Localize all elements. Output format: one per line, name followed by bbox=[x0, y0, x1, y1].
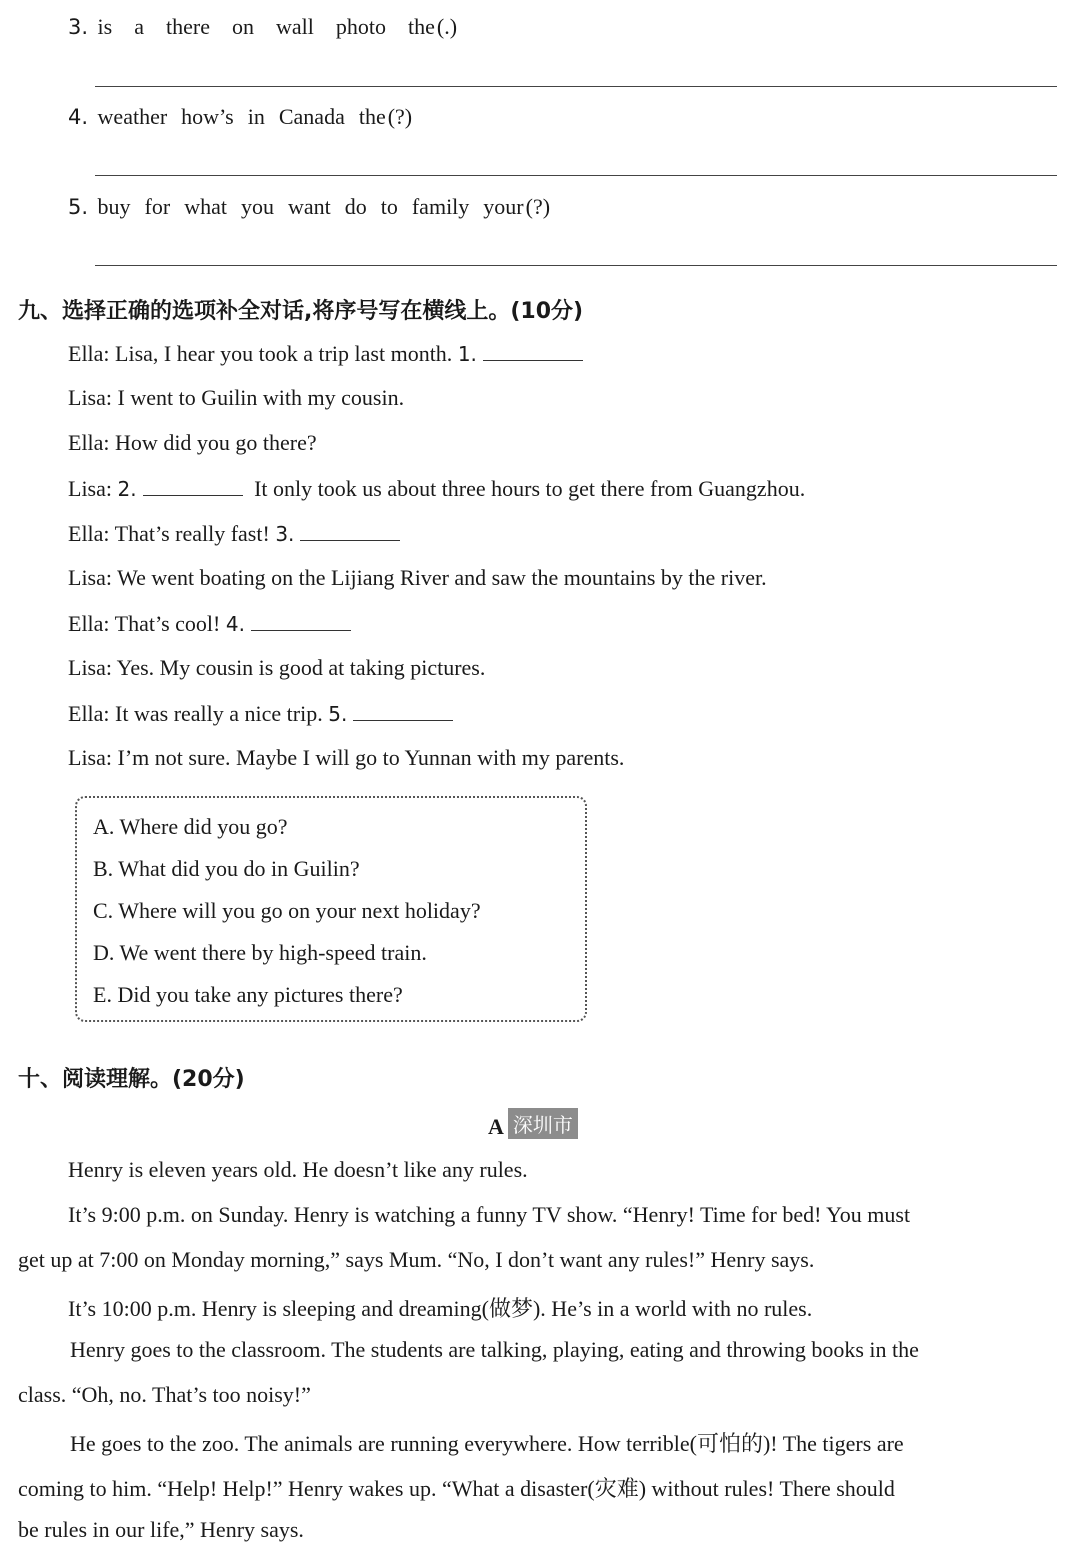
dialogue-line: Lisa: I’m not sure. Maybe I will go to Yunnan with my parents. bbox=[68, 745, 625, 770]
answer-blank-1[interactable] bbox=[483, 340, 583, 361]
question-4 bbox=[68, 104, 412, 130]
word: how’s bbox=[181, 104, 234, 129]
word: do bbox=[344, 194, 367, 219]
word: what bbox=[184, 194, 227, 219]
blank-number: 1. bbox=[457, 342, 477, 366]
blank-number: 2. bbox=[117, 477, 137, 501]
passage-line: Henry is eleven years old. He doesn’t like any rules. bbox=[68, 1157, 528, 1182]
dialogue-text: Ella: Lisa, I hear you took a trip last month. bbox=[68, 341, 453, 366]
question-3 bbox=[68, 14, 457, 40]
blank-number: 3. bbox=[275, 522, 295, 546]
passage-label: A bbox=[488, 1114, 504, 1139]
dialogue-line bbox=[68, 610, 351, 637]
word: the bbox=[407, 14, 435, 39]
dialogue-line bbox=[68, 340, 583, 367]
dialogue-text: Ella: That’s cool! bbox=[68, 611, 221, 636]
dialogue-text: Ella: That’s really fast! bbox=[68, 521, 270, 546]
blank-number: 5. bbox=[328, 702, 348, 726]
word: want bbox=[287, 194, 331, 219]
question-number: 5. bbox=[68, 195, 89, 219]
passage-line: He goes to the zoo. The animals are running everywhere. How terrible(可怕的)! The tigers are bbox=[70, 1431, 904, 1456]
passage-line: It’s 9:00 p.m. on Sunday. Henry is watching a funny TV show. “Henry! Time for bed! You must bbox=[68, 1202, 911, 1227]
word: Canada bbox=[278, 104, 345, 129]
word: is bbox=[97, 14, 113, 39]
dialogue-line: Lisa: I went to Guilin with my cousin. bbox=[68, 385, 405, 410]
option-b: B. What did you do in Guilin? bbox=[93, 856, 360, 881]
question-number: 3. bbox=[68, 15, 89, 39]
question-5 bbox=[68, 194, 550, 220]
punctuation-hint: (.) bbox=[436, 14, 458, 39]
word: a bbox=[134, 14, 144, 39]
option-e: E. Did you take any pictures there? bbox=[93, 982, 403, 1007]
word: family bbox=[411, 194, 470, 219]
word: buy bbox=[97, 194, 131, 219]
passage-heading bbox=[488, 1108, 578, 1140]
passage-line: class. “Oh, no. That’s too noisy!” bbox=[18, 1382, 311, 1407]
dialogue-line: Ella: How did you go there? bbox=[68, 430, 317, 455]
question-number: 4. bbox=[68, 105, 89, 129]
dialogue-line bbox=[68, 520, 400, 547]
word: in bbox=[247, 104, 265, 129]
option-c: C. Where will you go on your next holiday? bbox=[93, 898, 481, 923]
word: weather bbox=[97, 104, 168, 129]
dialogue-line: Lisa: We went boating on the Lijiang River and saw the mountains by the river. bbox=[68, 565, 767, 590]
dialogue-text: Lisa: bbox=[68, 476, 112, 501]
section-9-title: 九、选择正确的选项补全对话,将序号写在横线上。(10分) bbox=[18, 299, 584, 324]
dialogue-line: Lisa: Yes. My cousin is good at taking pictures. bbox=[68, 655, 486, 680]
dialogue-line bbox=[68, 475, 805, 502]
answer-line-5[interactable] bbox=[95, 265, 1057, 266]
word: the bbox=[358, 104, 386, 129]
word: you bbox=[240, 194, 274, 219]
word: photo bbox=[335, 14, 386, 39]
blank-number: 4. bbox=[225, 612, 245, 636]
dialogue-text: It only took us about three hours to get there from Guangzhou. bbox=[254, 476, 806, 501]
option-d: D. We went there by high-speed train. bbox=[93, 940, 427, 965]
passage-line: get up at 7:00 on Monday morning,” says Mum. “No, I don’t want any rules!” Henry says. bbox=[18, 1247, 815, 1272]
answer-line-3[interactable] bbox=[95, 86, 1057, 87]
word: for bbox=[144, 194, 171, 219]
answer-blank-2[interactable] bbox=[143, 475, 243, 496]
answer-line-4[interactable] bbox=[95, 175, 1057, 176]
word: on bbox=[231, 14, 254, 39]
word: wall bbox=[275, 14, 314, 39]
region-badge: 深圳市 bbox=[508, 1108, 578, 1139]
punctuation-hint: (?) bbox=[525, 194, 551, 219]
word: your bbox=[483, 194, 524, 219]
punctuation-hint: (?) bbox=[387, 104, 413, 129]
word: to bbox=[380, 194, 398, 219]
answer-blank-5[interactable] bbox=[353, 700, 453, 721]
dialogue-text: Ella: It was really a nice trip. bbox=[68, 701, 323, 726]
passage-line: It’s 10:00 p.m. Henry is sleeping and dreaming(做梦). He’s in a world with no rules. bbox=[68, 1296, 813, 1321]
option-a: A. Where did you go? bbox=[93, 814, 288, 839]
answer-blank-4[interactable] bbox=[251, 610, 351, 631]
passage-line: coming to him. “Help! Help!” Henry wakes up. “What a disaster(灾难) without rules! There should bbox=[18, 1476, 895, 1501]
dialogue-line bbox=[68, 700, 453, 727]
section-10-title: 十、阅读理解。(20分) bbox=[18, 1067, 245, 1092]
passage-line: be rules in our life,” Henry says. bbox=[18, 1517, 304, 1542]
answer-blank-3[interactable] bbox=[300, 520, 400, 541]
word: there bbox=[166, 14, 210, 39]
passage-line: Henry goes to the classroom. The students are talking, playing, eating and throwing books in the bbox=[70, 1337, 919, 1362]
